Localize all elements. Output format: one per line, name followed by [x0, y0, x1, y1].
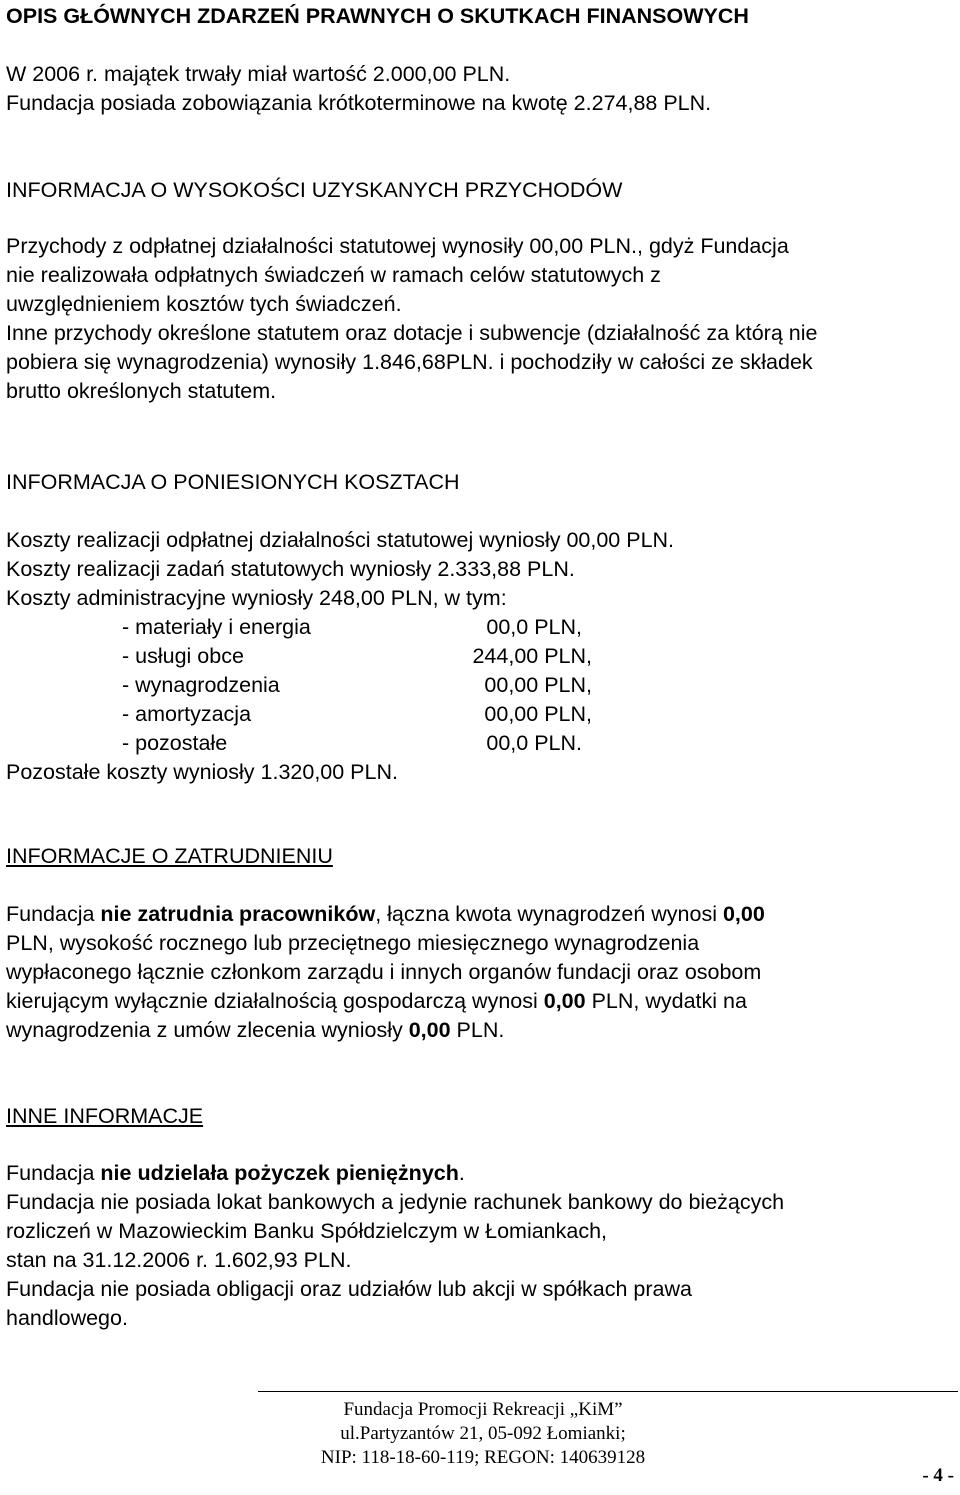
cost-item-label: - amortyzacja	[122, 702, 252, 726]
paragraph-line: PLN, wysokość rocznego lub przeciętnego miesięcznego wynagrodzenia	[6, 931, 700, 955]
paragraph-line: W 2006 r. majątek trwały miał wartość 2.000,00 PLN.	[6, 62, 511, 86]
paragraph-line: Fundacja nie posiada obligacji oraz udziałów lub akcji w spółkach prawa	[6, 1277, 692, 1301]
paragraph-line: brutto określonych statutem.	[6, 379, 277, 403]
paragraph-line	[6, 1016, 504, 1044]
paragraph-line: Przychody z odpłatnej działalności statutowej wynosiły 00,00 PLN., gdyż Fundacja	[6, 234, 789, 258]
cost-item-label: - wynagrodzenia	[122, 673, 280, 697]
cost-item-label: - pozostałe	[122, 731, 228, 755]
text-run: Fundacja	[6, 1161, 101, 1185]
paragraph-line: stan na 31.12.2006 r. 1.602,93 PLN.	[6, 1248, 352, 1272]
footer-address: ul.Partyzantów 21, 05-092 Łomianki;	[340, 1423, 626, 1444]
paragraph-line	[6, 987, 747, 1015]
paragraph-line	[6, 1159, 465, 1187]
heading-revenue: INFORMACJA O WYSOKOŚCI UZYSKANYCH PRZYCHODÓW	[6, 178, 623, 202]
paragraph-line: uwzględnieniem kosztów tych świadczeń.	[6, 292, 402, 316]
heading-other-info: INNE INFORMACJE	[6, 1104, 204, 1128]
paragraph-line: Koszty realizacji zadań statutowych wyniosły 2.333,88 PLN.	[6, 557, 575, 581]
cost-item-label: - materiały i energia	[122, 615, 311, 639]
footer-tax-ids: NIP: 118-18-60-119; REGON: 140639128	[320, 1447, 646, 1468]
text-run-bold: nie udzielała pożyczek pieniężnych	[100, 1161, 459, 1185]
text-run-bold: nie zatrudnia pracowników	[100, 902, 376, 926]
text-run-bold: 0,00	[408, 1018, 451, 1042]
text-run-bold: 0,00	[722, 902, 765, 926]
paragraph-line: Koszty administracyjne wyniosły 248,00 PLN, w tym:	[6, 586, 507, 610]
text-run: , łączna kwota wynagrodzeń wynosi	[375, 902, 723, 926]
paragraph-line: Pozostałe koszty wyniosły 1.320,00 PLN.	[6, 760, 398, 784]
paragraph-line: Fundacja nie posiada lokat bankowych a jedynie rachunek bankowy do bieżących	[6, 1190, 785, 1214]
paragraph-line: handlowego.	[6, 1306, 128, 1330]
cost-item-value: 00,0 PLN,	[486, 615, 582, 639]
paragraph-line: Fundacja posiada zobowiązania krótkoterminowe na kwotę 2.274,88 PLN.	[6, 91, 712, 115]
cost-item-label: - usługi obce	[122, 644, 244, 668]
text-run: Fundacja	[6, 902, 101, 926]
cost-item-value: 00,0 PLN.	[486, 731, 582, 755]
text-run-bold: 0,00	[543, 989, 586, 1013]
text-run: PLN, wydatki na	[585, 989, 747, 1013]
paragraph-line: wypłaconego łącznie członkom zarządu i innych organów fundacji oraz osobom	[6, 960, 762, 984]
cost-item-value: 00,00 PLN,	[484, 673, 592, 697]
text-run: .	[458, 1161, 465, 1185]
text-run: wynagrodzenia z umów zlecenia wyniosły	[6, 1018, 409, 1042]
paragraph-line	[6, 900, 765, 928]
footer-divider	[258, 1391, 958, 1392]
page-number: - 4 -	[922, 1465, 954, 1486]
heading-costs: INFORMACJA O PONIESIONYCH KOSZTACH	[6, 470, 460, 494]
paragraph-line: Inne przychody określone statutem oraz dotacje i subwencje (działalność za którą nie	[6, 321, 818, 345]
paragraph-line: nie realizowała odpłatnych świadczeń w ramach celów statutowych z	[6, 263, 661, 287]
heading-legal-events: OPIS GŁÓWNYCH ZDARZEŃ PRAWNYCH O SKUTKACH FINANSOWYCH	[6, 4, 749, 28]
paragraph-line: rozliczeń w Mazowieckim Banku Spółdzielczym w Łomiankach,	[6, 1219, 608, 1243]
cost-item-value: 00,00 PLN,	[484, 702, 592, 726]
paragraph-line: Koszty realizacji odpłatnej działalności statutowej wyniosły 00,00 PLN.	[6, 528, 675, 552]
paragraph-line: pobiera się wynagrodzenia) wynosiły 1.846,68PLN. i pochodziły w całości ze składek	[6, 350, 813, 374]
footer-org-name: Fundacja Promocji Rekreacji „KiM”	[343, 1399, 623, 1420]
text-run: PLN.	[450, 1018, 505, 1042]
cost-item-value: 244,00 PLN,	[472, 644, 592, 668]
heading-employment: INFORMACJE O ZATRUDNIENIU	[6, 844, 333, 868]
text-run: kierującym wyłącznie działalnością gospodarczą wynosi	[6, 989, 544, 1013]
